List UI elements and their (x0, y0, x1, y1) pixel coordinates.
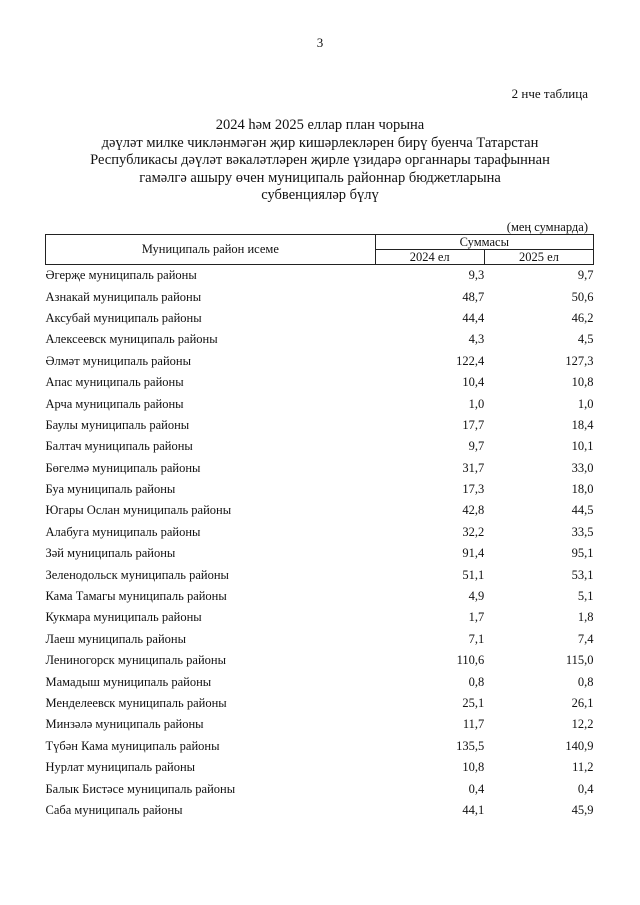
value-2025-cell: 33,5 (571, 524, 594, 539)
value-2024-cell: 9,7 (468, 439, 485, 454)
value-2025-cell: 26,1 (571, 696, 594, 710)
value-2024-cell: 122,4 (456, 353, 485, 368)
value-2025-cell: 140,9 (565, 738, 594, 753)
table-row (46, 736, 594, 757)
table-row (46, 436, 594, 457)
value-2024-cell: 42,8 (462, 503, 485, 518)
subvention-table (45, 234, 594, 821)
district-name-cell: Нурлат муниципаль районы (45, 760, 196, 775)
value-2024-cell: 31,7 (462, 460, 485, 475)
value-2025-cell: 115,0 (565, 653, 594, 668)
value-2024-cell: 4,9 (468, 589, 485, 604)
district-name-cell: Зеленодольск муниципаль районы (45, 567, 229, 582)
district-name-cell: Югары Ослан муниципаль районы (45, 503, 232, 518)
value-2025-cell: 10,1 (571, 439, 594, 454)
table-row (46, 522, 594, 543)
header-sum: Суммасы (375, 235, 593, 250)
district-name-cell: Балык Бистәсе муниципаль районы (45, 781, 236, 796)
district-name-cell: Лаеш муниципаль районы (45, 631, 186, 646)
value-2025-cell: 4,5 (577, 332, 594, 347)
table-row (46, 543, 594, 564)
value-2024-cell: 10,4 (462, 375, 485, 390)
table-row (46, 415, 594, 436)
value-2024-cell: 7,1 (468, 631, 485, 646)
value-2025-cell: 18,0 (571, 482, 594, 497)
value-2024-cell: 11,7 (462, 717, 485, 732)
value-2024-cell: 17,7 (462, 417, 485, 432)
value-2025-cell: 10,8 (571, 375, 594, 390)
title-line: гамәлгә ашыру өчен муниципаль районнар бюджетларына (139, 169, 501, 186)
value-2024-cell: 4,3 (468, 332, 485, 347)
value-2024-cell: 9,3 (468, 268, 485, 283)
value-2025-cell: 127,3 (565, 353, 594, 368)
title-line: Республикасы дәүләт вәкаләтләрен җирле үзидарә органнары тарафыннан (90, 152, 550, 168)
table-row (46, 329, 594, 350)
district-name-cell: Мамадыш муниципаль районы (45, 674, 212, 689)
district-name-cell: Бөгелмә муниципаль районы (45, 460, 201, 475)
value-2024-cell: 0,4 (468, 781, 485, 796)
district-name-cell: Апас муниципаль районы (45, 375, 184, 390)
table-row (46, 757, 594, 778)
value-2025-cell: 18,4 (571, 417, 594, 432)
value-2024-cell: 1,7 (468, 610, 485, 625)
value-2025-cell: 53,1 (571, 567, 594, 582)
value-2025-cell: 44,5 (571, 503, 594, 518)
district-name-cell: Лениногорск муниципаль районы (45, 653, 226, 668)
district-name-cell: Әлмәт муниципаль районы (45, 353, 191, 368)
table-row (46, 778, 594, 799)
value-2025-cell: 95,1 (571, 546, 594, 561)
document-title (70, 117, 570, 205)
value-2025-cell: 7,4 (577, 631, 594, 646)
district-name-cell: Балтач муниципаль районы (45, 439, 193, 454)
table-row (46, 500, 594, 521)
district-name-cell: Түбән Кама муниципаль районы (45, 738, 220, 753)
table-row (46, 607, 594, 628)
value-2025-cell: 0,4 (577, 781, 594, 796)
table-row (46, 458, 594, 479)
units-note: (мең сумнарда) (506, 220, 588, 234)
table-row (46, 586, 594, 607)
table-row (46, 800, 594, 821)
district-name-cell: Арча муниципаль районы (45, 396, 184, 411)
table-row (46, 693, 594, 714)
district-name-cell: Баулы муниципаль районы (45, 417, 190, 432)
district-name-cell: Әгерҗе муниципаль районы (45, 268, 197, 283)
district-name-cell: Буа муниципаль районы (45, 482, 176, 497)
district-name-cell: Кама Тамагы муниципаль районы (45, 589, 227, 604)
table-row (46, 650, 594, 671)
value-2024-cell: 10,8 (462, 760, 485, 775)
table-row (46, 714, 594, 735)
district-name-cell: Саба муниципаль районы (45, 802, 183, 817)
value-2024-cell: 44,1 (462, 802, 485, 817)
value-2024-cell: 1,0 (468, 396, 485, 411)
value-2025-cell: 9,7 (577, 268, 594, 283)
district-name-cell: Алексеевск муниципаль районы (45, 332, 218, 347)
value-2025-cell: 12,2 (571, 717, 594, 732)
value-2024-cell: 135,5 (456, 738, 485, 753)
value-2025-cell: 1,8 (577, 610, 594, 625)
district-name-cell: Минзәлә муниципаль районы (45, 717, 204, 732)
table-row (46, 629, 594, 650)
value-2024-cell: 91,4 (462, 546, 485, 561)
value-2024-cell: 25,1 (462, 696, 485, 710)
page-number: 3 (316, 35, 324, 50)
value-2024-cell: 51,1 (462, 567, 485, 582)
value-2024-cell: 17,3 (462, 482, 485, 497)
value-2024-cell: 48,7 (462, 289, 485, 304)
value-2025-cell: 45,9 (571, 802, 594, 817)
header-year-2024: 2024 ел (375, 250, 484, 265)
value-2025-cell: 46,2 (571, 310, 594, 325)
header-district-name: Муниципаль район исеме (46, 235, 376, 265)
district-name-cell: Алабуга муниципаль районы (45, 524, 201, 539)
table-body (46, 265, 594, 822)
title-line: 2024 һәм 2025 еллар план чорына (215, 117, 425, 133)
header-year-2025: 2025 ел (484, 250, 593, 265)
table-row (46, 393, 594, 414)
value-2024-cell: 44,4 (462, 310, 485, 325)
table-row (46, 286, 594, 307)
district-name-cell: Кукмара муниципаль районы (45, 610, 202, 625)
value-2025-cell: 33,0 (571, 460, 594, 475)
table-row (46, 564, 594, 585)
table-row (46, 671, 594, 692)
table-row (46, 372, 594, 393)
value-2025-cell: 0,8 (577, 674, 594, 689)
value-2025-cell: 11,2 (572, 760, 594, 775)
value-2025-cell: 1,0 (577, 396, 594, 411)
table-row (46, 479, 594, 500)
district-name-cell: Азнакай муниципаль районы (45, 289, 202, 304)
value-2024-cell: 110,6 (456, 653, 485, 668)
value-2025-cell: 5,1 (577, 589, 594, 604)
title-line: субвенцияләр бүлү (261, 187, 379, 203)
value-2024-cell: 32,2 (462, 524, 485, 539)
district-name-cell: Зәй муниципаль районы (45, 546, 176, 561)
value-2025-cell: 50,6 (571, 289, 594, 304)
table-label: 2 нче таблица (511, 86, 588, 101)
value-2024-cell: 0,8 (468, 674, 485, 689)
table-row (46, 265, 594, 287)
title-line: дәүләт милке чикләнмәгән җир кишәрлекләрен бирү буенча Татарстан (101, 134, 539, 151)
district-name-cell: Аксубай муниципаль районы (45, 310, 202, 325)
district-name-cell: Менделеевск муниципаль районы (45, 696, 227, 710)
table-row (46, 351, 594, 372)
table-row (46, 308, 594, 329)
